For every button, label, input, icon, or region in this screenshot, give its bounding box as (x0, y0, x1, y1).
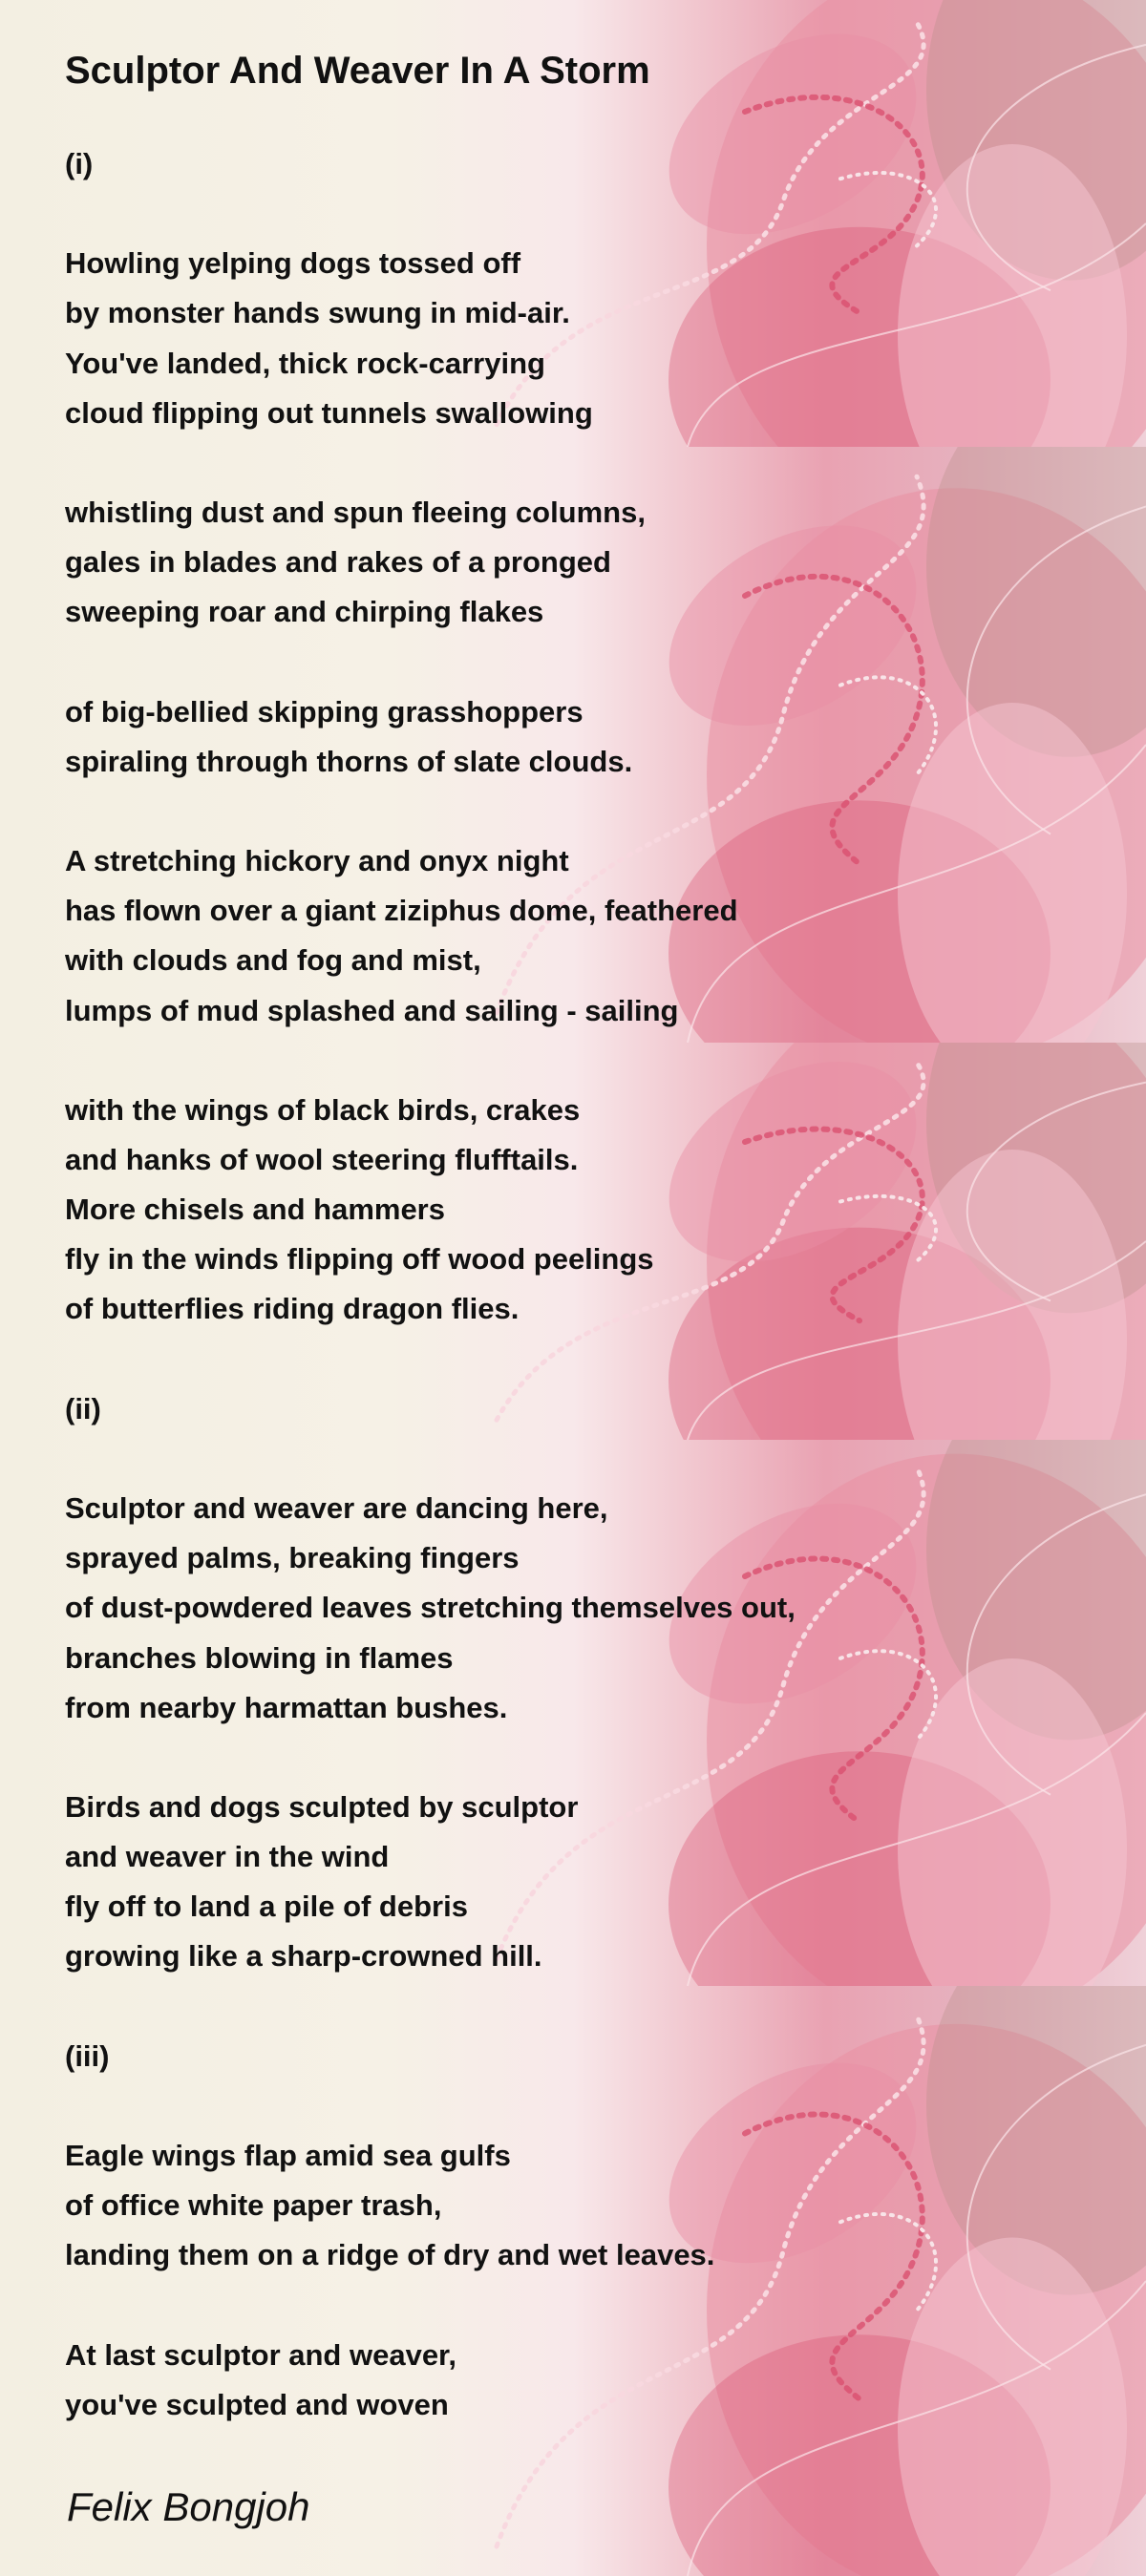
poem-line: You've landed, thick rock-carrying (65, 346, 545, 380)
section-number: (ii) (65, 1391, 101, 1425)
poem-line: fly off to land a pile of debris (65, 1890, 468, 1924)
poem-line: Howling yelping dogs tossed off (65, 246, 521, 281)
poem-line: cloud flipping out tunnels swallowing (65, 395, 593, 430)
poem-line: you've sculpted and woven (65, 2387, 449, 2421)
poem-line: lumps of mud splashed and sailing - sailing (65, 993, 679, 1027)
poem-line: with the wings of black birds, crakes (65, 1092, 581, 1127)
poem-line: landing them on a ridge of dry and wet leaves. (65, 2238, 715, 2272)
poem-line: has flown over a giant ziziphus dome, feathered (65, 894, 738, 928)
poem-line: of big-bellied skipping grasshoppers (65, 694, 584, 728)
poem-line: fly in the winds flipping off wood peelings (65, 1242, 654, 1277)
poem-line: A stretching hickory and onyx night (65, 844, 569, 878)
poem-line: with clouds and fog and mist, (65, 943, 481, 978)
poem-line: by monster hands swung in mid-air. (65, 296, 570, 330)
poem-line: growing like a sharp-crowned hill. (65, 1939, 542, 1974)
poem-line: gales in blades and rakes of a pronged (65, 545, 611, 580)
poem-line: of office white paper trash, (65, 2188, 442, 2223)
poem-line: and weaver in the wind (65, 1840, 390, 1874)
poem-line: of butterflies riding dragon flies. (65, 1292, 520, 1326)
section-number: (i) (65, 147, 94, 180)
section-number: (iii) (65, 2038, 110, 2073)
poem-line: Birds and dogs sculpted by sculptor (65, 1789, 579, 1824)
poem-line: sprayed palms, breaking fingers (65, 1541, 520, 1575)
poem-line: sweeping roar and chirping flakes (65, 595, 544, 629)
poem-title: Sculptor And Weaver In A Storm (65, 50, 650, 92)
poem-line: and hanks of wool steering flufftails. (65, 1143, 579, 1176)
poem-line: Sculptor and weaver are dancing here, (65, 1491, 608, 1526)
poem-line: Eagle wings flap amid sea gulfs (65, 2139, 511, 2172)
poem-line: At last sculptor and weaver, (65, 2337, 457, 2372)
poem-line: of dust-powdered leaves stretching themselves out, (65, 1591, 796, 1625)
poem-author: Felix Bongjoh (67, 2484, 310, 2529)
poem-line: whistling dust and spun fleeing columns, (65, 496, 646, 530)
poem-line: from nearby harmattan bushes. (65, 1690, 508, 1724)
poem-line: More chisels and hammers (65, 1193, 445, 1227)
poem-line: branches blowing in flames (65, 1640, 454, 1675)
poem-line: spiraling through thorns of slate clouds. (65, 744, 633, 778)
